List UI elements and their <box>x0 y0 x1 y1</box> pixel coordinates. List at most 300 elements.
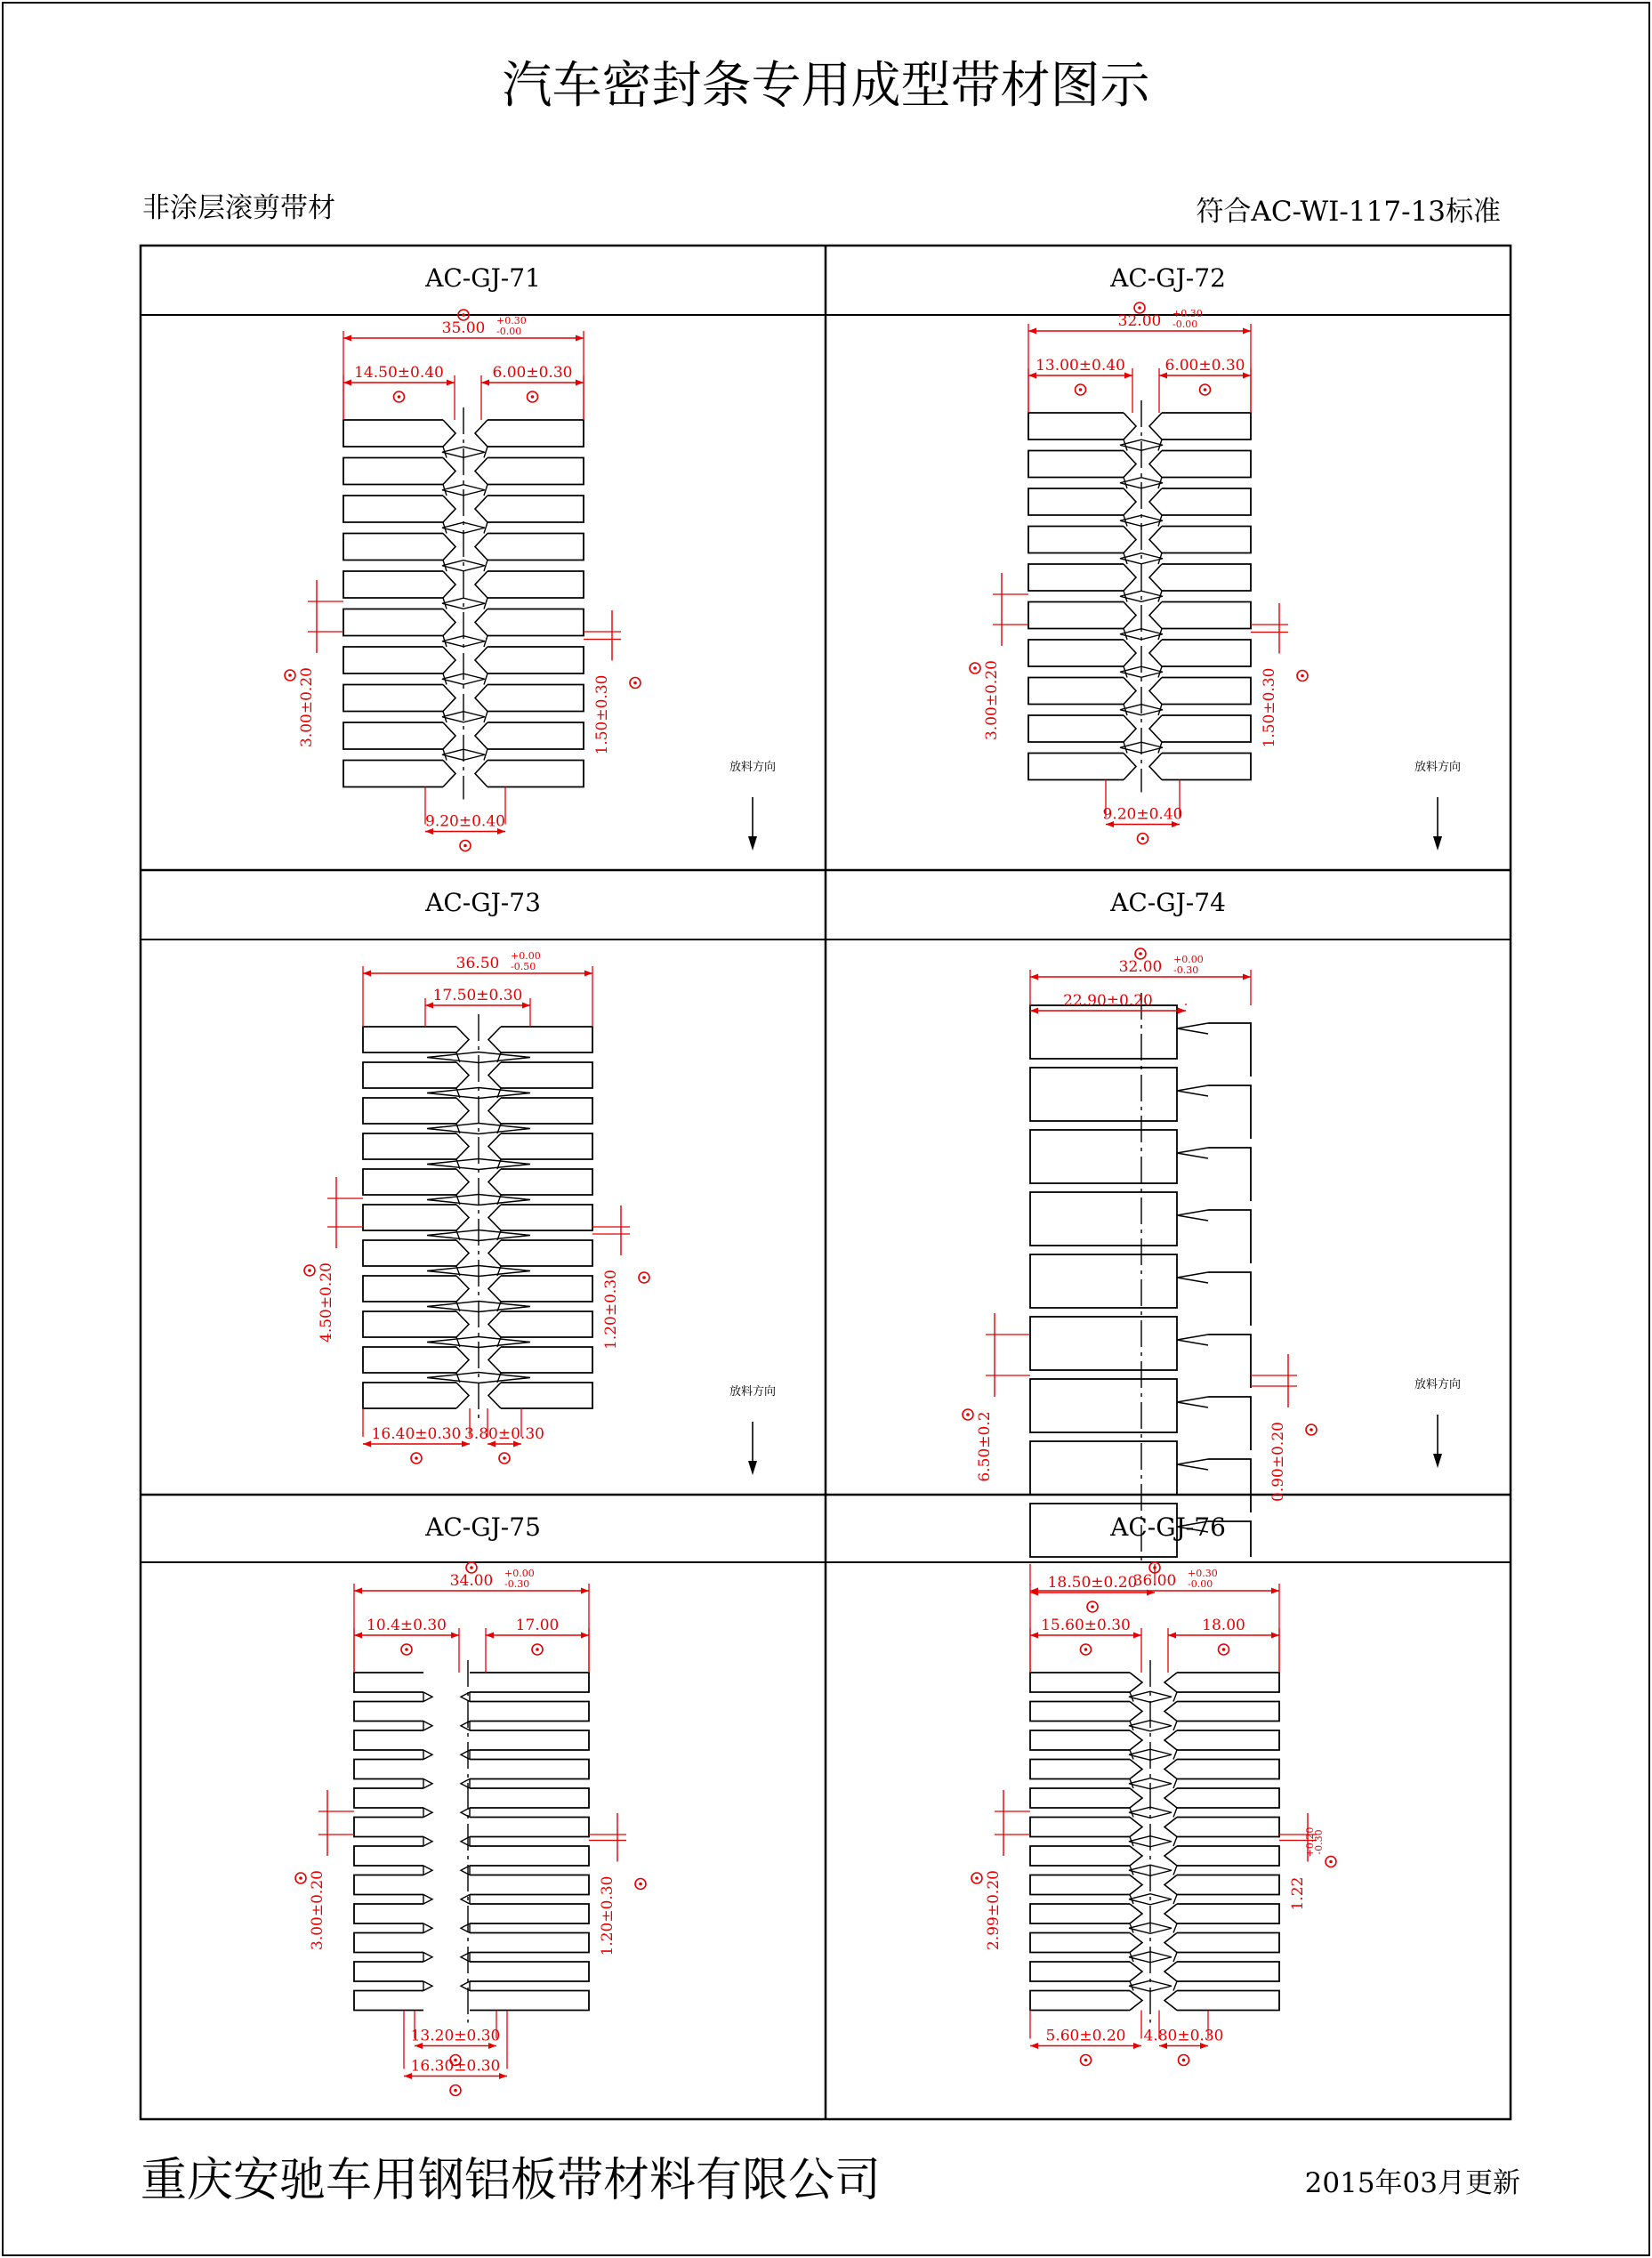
panel-ac-gj-73 <box>304 888 776 1475</box>
tolerance-lower: -0.00 <box>1188 1578 1213 1590</box>
strip-tooth-left <box>363 1169 456 1195</box>
strip-tooth-right <box>1177 1673 1279 1692</box>
slot-edge <box>1124 666 1127 678</box>
slot-taper <box>456 1027 469 1052</box>
feed-direction-label: 放料方向 <box>1414 1378 1462 1391</box>
slot-taper <box>1149 488 1162 515</box>
dimension-arrow <box>1030 974 1038 980</box>
dimension-arrow <box>363 971 371 977</box>
slot-taper <box>1164 1730 1177 1750</box>
strip-tooth-right <box>501 1383 592 1408</box>
strip-tooth-left <box>363 1027 456 1052</box>
strip-tooth-right <box>1162 640 1251 666</box>
balloon-dot <box>1138 306 1141 310</box>
slot-taper <box>443 761 455 787</box>
dim-bottom-width: 9.20±0.40 <box>425 812 505 831</box>
dimension-arrow <box>343 335 351 342</box>
subtitle-standard: 符合AC-WI-117-13标准 <box>1196 196 1501 228</box>
strip-tooth-left <box>363 1383 456 1408</box>
strip-tooth-right <box>1177 1875 1279 1895</box>
slot-taper <box>1149 527 1162 553</box>
slot-notch <box>423 1953 432 1963</box>
footer-company: 重庆安驰车用钢铝板带材料有限公司 <box>141 2154 882 2207</box>
strip-tooth-left <box>363 1276 456 1302</box>
slot-taper <box>1130 1702 1142 1722</box>
slot-taper <box>1124 488 1136 515</box>
slot-taper <box>456 1276 469 1302</box>
slot-taper <box>1149 451 1162 478</box>
tolerance-lower: -0.30 <box>504 1578 530 1590</box>
slot-taper <box>456 1205 469 1230</box>
dimension-arrow <box>1133 1633 1141 1639</box>
tolerance-lower: -0.30 <box>1313 1829 1325 1855</box>
balloon-dot <box>973 666 977 670</box>
slot-taper <box>443 534 455 560</box>
strip-tooth-left <box>343 534 443 560</box>
feed-direction-label: 放料方向 <box>729 761 777 774</box>
slot-taper <box>475 761 488 787</box>
dimension-arrow <box>1271 1588 1279 1594</box>
balloon-dot <box>462 313 465 317</box>
strip-tooth-left <box>343 609 443 636</box>
slot-taper <box>1130 1818 1142 1837</box>
balloon-dot <box>1182 2059 1186 2062</box>
strip-tooth-left <box>1028 564 1124 591</box>
strip-tooth-right <box>501 1205 592 1230</box>
slot-taper <box>475 647 488 673</box>
feed-direction-label: 放料方向 <box>729 1385 777 1399</box>
strip-tooth-left <box>363 1062 456 1088</box>
balloon-dot <box>299 1876 302 1880</box>
dimension-arrow <box>1028 328 1036 335</box>
strip-tooth-left <box>1030 1846 1130 1866</box>
strip-tooth-left <box>1028 451 1124 478</box>
strip-tooth-right <box>1208 1272 1251 1326</box>
tolerance-lower: -0.00 <box>496 326 522 337</box>
strip-tooth-left <box>354 1788 423 1808</box>
strip-tooth-left <box>354 1933 423 1953</box>
slot-taper <box>488 1383 501 1408</box>
dim-gap: 1.50±0.30 <box>1261 667 1278 748</box>
feed-direction-label: 放料方向 <box>1414 761 1462 774</box>
strip-tooth-left <box>1030 1991 1130 2011</box>
slot-taper <box>456 1062 469 1088</box>
slot-taper <box>456 1169 469 1195</box>
strip-tooth-right <box>1162 678 1251 705</box>
dim-gap: 1.22 <box>1289 1876 1307 1911</box>
dim-left-width: 13.00±0.40 <box>1036 357 1125 375</box>
balloon-dot <box>398 395 401 399</box>
tolerance-upper: +0.00 <box>511 950 541 962</box>
strip-tooth-right <box>470 1760 589 1779</box>
slot-taper <box>1164 1818 1177 1837</box>
slot-taper <box>1164 1702 1177 1722</box>
strip-tooth-right <box>501 1276 592 1302</box>
slot-taper <box>443 571 455 598</box>
strip-tooth-left <box>354 1904 423 1923</box>
slot-taper <box>1164 1933 1177 1953</box>
balloon-dot <box>1310 1428 1313 1431</box>
footer-date: 2015年03月更新 <box>1304 2167 1520 2199</box>
slot-taper <box>456 1098 469 1124</box>
strip-tooth-left <box>1028 413 1124 440</box>
slot-notch <box>423 1722 432 1731</box>
strip-tooth-left <box>354 1962 423 1981</box>
slot-taper <box>488 1169 501 1195</box>
panel-ac-gj-74 <box>963 888 1461 1612</box>
slot-taper <box>1124 527 1136 553</box>
strip-tooth-right <box>1177 1760 1279 1779</box>
slot-taper <box>1164 1760 1177 1779</box>
slot-edge <box>1173 1895 1177 1905</box>
dimension-arrow <box>1030 1008 1038 1014</box>
strip-tooth-right <box>488 609 584 636</box>
balloon-dot <box>1141 837 1145 841</box>
slot-taper <box>1164 1875 1177 1895</box>
strip-tooth-left <box>1030 1702 1130 1722</box>
strip-tooth-left <box>354 1818 423 1837</box>
dimension-arrow <box>581 1633 589 1639</box>
dim-left-width: 10.4±0.30 <box>367 1617 447 1634</box>
panel-ac-gj-75 <box>295 1512 646 2096</box>
strip-tooth-right <box>470 1818 589 1837</box>
slot-taper <box>1130 1730 1142 1750</box>
slot-taper <box>1164 1962 1177 1981</box>
dim-gap: 1.20±0.30 <box>599 1875 616 1956</box>
sheet-title: 汽车密封条专用成型带材图示 <box>502 57 1150 115</box>
strip-tooth-left <box>1028 678 1124 705</box>
slot-taper <box>1164 1788 1177 1808</box>
slot-taper <box>443 609 455 636</box>
strip-tooth-right <box>488 722 584 749</box>
strip-tooth-left <box>1030 1818 1130 1837</box>
tolerance-lower: -0.50 <box>511 961 536 972</box>
slot-taper <box>1164 1904 1177 1923</box>
slot-taper <box>1130 1933 1142 1953</box>
slot-taper <box>456 1383 469 1408</box>
slot-taper <box>1164 1673 1177 1692</box>
panel-code: AC-GJ-75 <box>425 1512 541 1542</box>
dim-bottom-width: 18.50±0.20 <box>1047 1574 1138 1592</box>
slot-taper <box>1130 1673 1142 1692</box>
slot-notch <box>423 1981 432 1991</box>
dim-pitch: 3.00±0.20 <box>983 660 1001 740</box>
slot-taper <box>1130 1962 1142 1981</box>
slot-taper <box>475 534 488 560</box>
balloon-dot <box>1084 1648 1088 1651</box>
slot-edge <box>1173 1808 1177 1818</box>
slot-notch <box>423 1750 432 1760</box>
strip-tooth-left <box>1030 1904 1130 1923</box>
balloon-dot <box>639 1883 642 1886</box>
strip-tooth-left <box>1028 527 1124 553</box>
slot-taper <box>1130 1991 1142 2011</box>
slot-taper <box>1149 678 1162 705</box>
balloon-dot <box>470 1566 473 1569</box>
slot-taper <box>1149 754 1162 780</box>
slot-taper <box>488 1133 501 1159</box>
slot-taper <box>443 458 455 485</box>
slot-notch <box>423 1692 432 1702</box>
strip-tooth-left <box>363 1311 456 1337</box>
strip-block-left <box>1030 1130 1177 1183</box>
dim-left-width: 15.60±0.30 <box>1041 1617 1131 1634</box>
balloon-dot <box>288 673 292 677</box>
slot-edge <box>1124 478 1127 489</box>
dimension-arrow <box>486 1633 494 1639</box>
slot-taper <box>443 722 455 749</box>
strip-tooth-left <box>354 1875 423 1895</box>
strip-tooth-left <box>1030 1788 1130 1808</box>
strip-tooth-right <box>1162 564 1251 591</box>
tolerance-lower: -0.00 <box>1173 319 1198 330</box>
taper-cut <box>1177 1335 1208 1345</box>
strip-tooth-right <box>488 761 584 787</box>
slot-notch <box>423 1808 432 1818</box>
balloon-dot <box>1153 1566 1156 1569</box>
slot-edge <box>1124 515 1127 527</box>
strip-tooth-left <box>1030 1760 1130 1779</box>
dimension-arrow <box>1178 1008 1186 1014</box>
slot-notch <box>423 1779 432 1789</box>
slot-taper <box>1149 640 1162 666</box>
slot-taper <box>1124 413 1136 440</box>
strip-tooth-left <box>1028 488 1124 515</box>
strip-tooth-left <box>354 1760 423 1779</box>
strip-tooth-right <box>470 1933 589 1953</box>
strip-block-left <box>1030 1254 1177 1308</box>
taper-cut <box>1177 1148 1208 1158</box>
panel-ac-gj-71 <box>285 263 776 851</box>
strip-tooth-right <box>501 1133 592 1159</box>
dimension-arrow <box>354 1633 362 1639</box>
dim-left-width: 14.50±0.40 <box>354 364 444 382</box>
slot-taper <box>443 647 455 673</box>
strip-tooth-right <box>488 458 584 485</box>
strip-tooth-right <box>470 1875 589 1895</box>
dimension-arrow <box>1243 328 1251 335</box>
dimension-arrow <box>576 380 584 386</box>
strip-tooth-right <box>470 1991 589 2011</box>
balloon-dot <box>633 681 637 685</box>
slot-taper <box>456 1347 469 1373</box>
strip-tooth-right <box>1177 1788 1279 1808</box>
strip-tooth-left <box>354 1702 423 1722</box>
slot-taper <box>475 722 488 749</box>
dimension-arrow <box>481 380 489 386</box>
strip-tooth-right <box>1177 1962 1279 1981</box>
strip-tooth-right <box>1177 1702 1279 1722</box>
strip-tooth-left <box>363 1347 456 1373</box>
strip-tooth-left <box>363 1205 456 1230</box>
strip-tooth-right <box>488 685 584 712</box>
slot-taper <box>1130 1904 1142 1923</box>
slot-taper <box>1124 754 1136 780</box>
dimension-arrow <box>1168 1633 1176 1639</box>
slot-taper <box>1149 715 1162 742</box>
dimension-arrow <box>447 380 455 386</box>
strip-tooth-left <box>343 761 443 787</box>
strip-tooth-left <box>354 1846 423 1866</box>
strip-tooth-right <box>488 420 584 447</box>
dim-pitch: 3.00±0.20 <box>298 667 316 747</box>
slot-taper <box>443 420 455 447</box>
taper-cut <box>1177 1272 1208 1283</box>
strip-block-left <box>1030 1317 1177 1370</box>
strip-tooth-right <box>1208 1210 1251 1263</box>
tolerance-upper: +0.00 <box>1173 954 1204 965</box>
strip-tooth-right <box>488 647 584 673</box>
panel-code: AC-GJ-73 <box>425 888 541 917</box>
panels-layer <box>285 263 1461 2096</box>
strip-tooth-left <box>343 685 443 712</box>
strip-tooth-right <box>488 534 584 560</box>
slot-taper <box>1124 640 1136 666</box>
balloon-dot <box>405 1648 408 1651</box>
strip-tooth-left <box>354 1991 423 2011</box>
strip-tooth-left <box>1030 1673 1130 1692</box>
strip-tooth-right <box>1177 1991 1279 2011</box>
slot-taper <box>1149 602 1162 629</box>
balloon-dot <box>308 1269 311 1272</box>
strip-tooth-right <box>501 1098 592 1124</box>
strip-block-left <box>1030 1068 1177 1121</box>
slot-notch <box>423 1837 432 1847</box>
strip-tooth-left <box>354 1673 423 1692</box>
strip-tooth-right <box>501 1347 592 1373</box>
feed-direction-arrow-head <box>1433 836 1442 851</box>
taper-cut <box>1177 1023 1208 1034</box>
dimension-arrow <box>1271 1633 1279 1639</box>
dimension-arrow <box>1133 2043 1141 2049</box>
dimension-arrow <box>1030 1633 1038 1639</box>
dimension-arrow <box>581 1588 589 1594</box>
strip-tooth-right <box>1177 1933 1279 1953</box>
dimension-arrow <box>343 380 351 386</box>
panel-code: AC-GJ-76 <box>1110 1512 1226 1542</box>
dim-gap: 0.90±0.20 <box>1269 1422 1287 1502</box>
dim-total-width: 32.00 <box>1117 312 1162 330</box>
slot-edge <box>1124 440 1127 451</box>
feed-direction-arrow-head <box>748 1461 757 1475</box>
dim-bottom-inner: 13.20±0.30 <box>410 2027 501 2045</box>
slot-taper <box>488 1027 501 1052</box>
slot-taper <box>1124 678 1136 705</box>
slot-taper <box>1130 1875 1142 1895</box>
slot-edge <box>1173 1981 1177 1991</box>
dim-gap: 1.50±0.30 <box>593 674 611 755</box>
strip-tooth-left <box>343 722 443 749</box>
dim-total-width: 34.00 <box>449 1572 494 1590</box>
dim-right-width: 6.00±0.30 <box>1164 357 1245 375</box>
slot-taper <box>475 571 488 598</box>
dim-bottom-right: 4.80±0.30 <box>1143 2027 1224 2045</box>
slot-edge <box>1124 591 1127 602</box>
strip-tooth-right <box>470 1702 589 1722</box>
strip-tooth-left <box>1030 1875 1130 1895</box>
slot-edge <box>1173 1692 1177 1702</box>
strip-tooth-left <box>1028 602 1124 629</box>
strip-tooth-right <box>1162 602 1251 629</box>
taper-cut <box>1177 1085 1208 1096</box>
dim-inner-width: 22.90±0.20 <box>1063 992 1153 1010</box>
slot-taper <box>443 685 455 712</box>
slot-notch <box>423 1895 432 1905</box>
slot-edge <box>1124 742 1127 754</box>
strip-tooth-left <box>363 1098 456 1124</box>
balloon-dot <box>1079 388 1083 391</box>
panel-code: AC-GJ-71 <box>425 263 541 293</box>
balloon-dot <box>1222 1648 1226 1651</box>
tolerance-lower: -0.30 <box>1173 964 1199 976</box>
strip-tooth-right <box>488 571 584 598</box>
strip-tooth-left <box>343 571 443 598</box>
strip-tooth-left <box>1030 1730 1130 1750</box>
slot-edge <box>1173 1750 1177 1760</box>
balloon-dot <box>1204 388 1207 391</box>
strip-tooth-right <box>488 496 584 522</box>
slot-taper <box>488 1347 501 1373</box>
dim-inner-width: 17.50±0.30 <box>432 987 523 1004</box>
slot-taper <box>1124 715 1136 742</box>
balloon-dot <box>966 1413 970 1416</box>
slot-taper <box>475 458 488 485</box>
strip-tooth-right <box>501 1240 592 1266</box>
tolerance-upper: +0.30 <box>1173 308 1203 319</box>
strip-tooth-left <box>343 496 443 522</box>
taper-cut <box>1177 1459 1208 1470</box>
balloon-dot <box>531 395 535 399</box>
strip-tooth-right <box>501 1027 592 1052</box>
strip-tooth-right <box>501 1311 592 1337</box>
strip-tooth-left <box>343 647 443 673</box>
tolerance-upper: +0.20 <box>1304 1827 1316 1858</box>
balloon-dot <box>1091 1605 1094 1609</box>
slot-taper <box>475 609 488 636</box>
dim-pitch: 2.99±0.20 <box>985 1870 1003 1950</box>
balloon-dot <box>1139 952 1142 956</box>
strip-tooth-right <box>470 1846 589 1866</box>
slot-taper <box>488 1240 501 1266</box>
strip-tooth-right <box>1162 715 1251 742</box>
slot-taper <box>1149 564 1162 591</box>
dim-total-width: 35.00 <box>441 319 486 337</box>
dim-bottom-left: 5.60±0.20 <box>1045 2027 1126 2045</box>
strip-tooth-right <box>470 1788 589 1808</box>
taper-cut <box>1177 1210 1208 1221</box>
slot-taper <box>1164 1846 1177 1866</box>
strip-block-left <box>1030 1005 1177 1059</box>
slot-edge <box>1173 1953 1177 1963</box>
subtitle-coating: 非涂层滚剪带材 <box>142 192 335 224</box>
panel-ac-gj-72 <box>970 263 1461 851</box>
strip-tooth-right <box>1208 1335 1251 1388</box>
slot-edge <box>1173 1722 1177 1731</box>
dim-total-width: 32.00 <box>1118 958 1163 976</box>
slot-taper <box>1124 602 1136 629</box>
slot-taper <box>1130 1760 1142 1779</box>
slot-taper <box>1124 451 1136 478</box>
dimension-arrow <box>584 971 592 977</box>
dim-gap: 1.20±0.30 <box>602 1270 620 1350</box>
dimension-arrow <box>522 1003 530 1009</box>
slot-taper <box>1164 1991 1177 2011</box>
strip-tooth-right <box>1177 1846 1279 1866</box>
strip-tooth-right <box>1208 1397 1251 1450</box>
tolerance-upper: +0.00 <box>504 1568 535 1579</box>
balloon-dot <box>415 1456 418 1460</box>
strip-tooth-right <box>470 1904 589 1923</box>
